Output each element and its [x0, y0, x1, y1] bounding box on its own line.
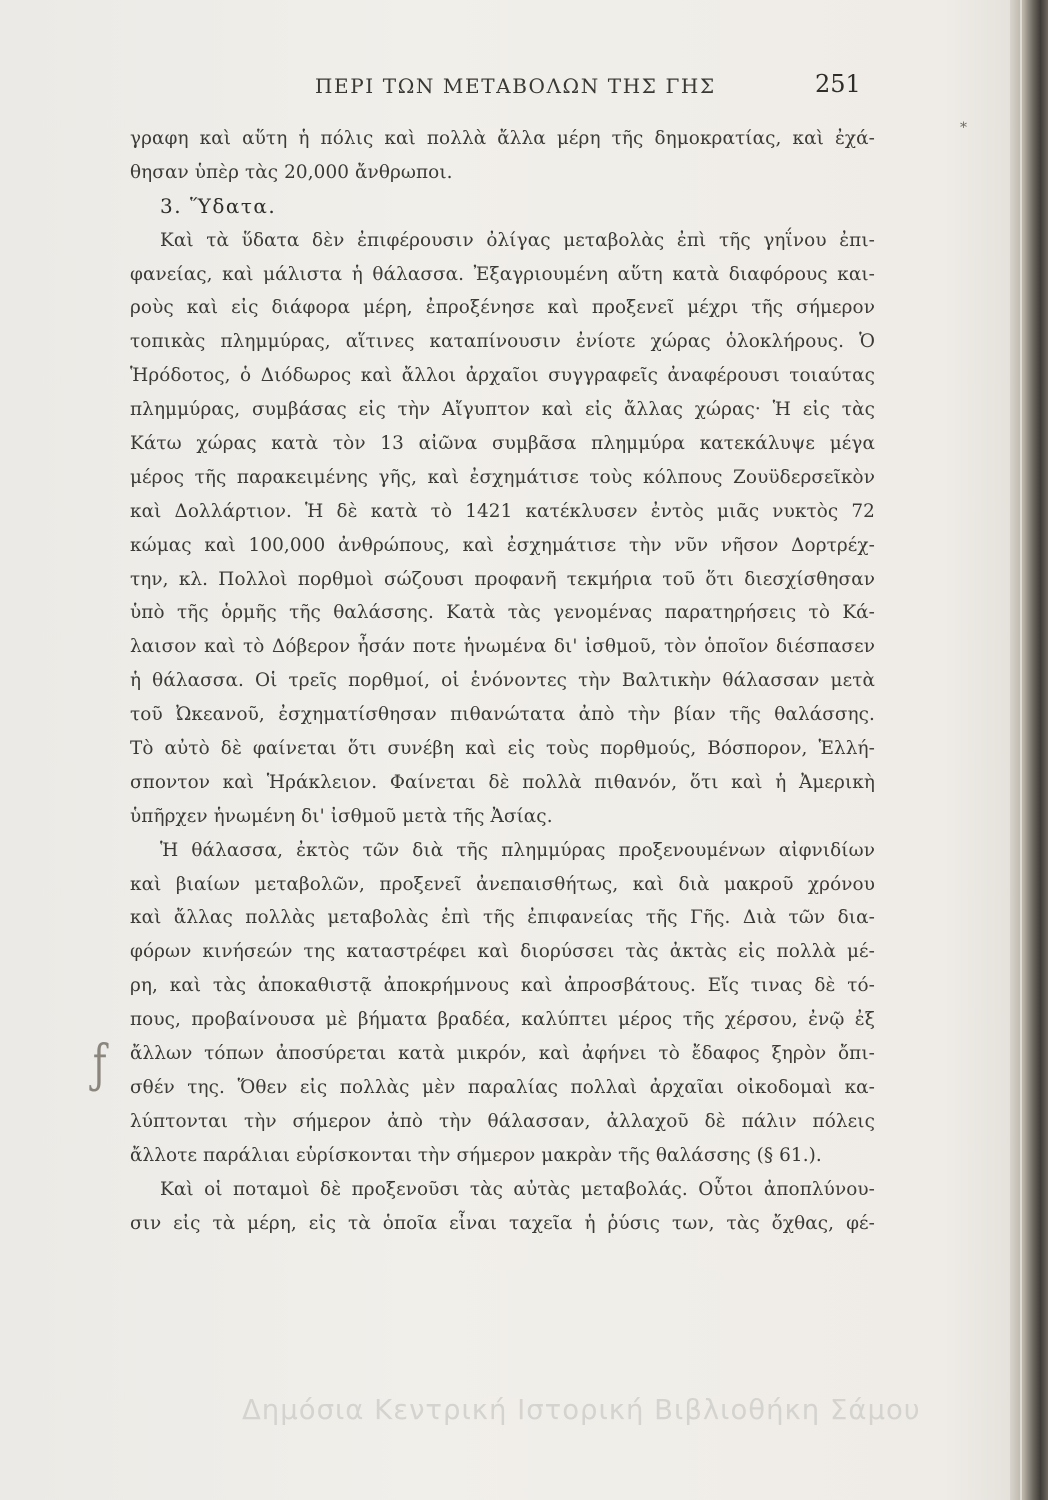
book-binding-edge: [1010, 0, 1048, 1500]
text-line: θησαν ὑπὲρ τὰς 20,000 ἄνθρωποι.: [130, 161, 453, 183]
text-line: κώμας καὶ 100,000 ἀνθρώπους, καὶ ἐσχημάτισε τὴν νῦν νῆσον Δορτρέχ-: [130, 534, 875, 556]
text-line: Τὸ αὐτὸ δὲ φαίνεται ὅτι συνέβη καὶ εἰς τοὺς πορθμούς, Βόσπορον, Ἑλλή-: [130, 738, 875, 760]
text-line: ροὺς καὶ εἰς διάφορα μέρη, ἐπροξένησε καὶ προξενεῖ μέχρι τῆς σήμερον: [130, 297, 875, 319]
text-line: ἡ θάλασσα. Οἱ τρεῖς πορθμοί, οἱ ἑνόνοντες τὴν Βαλτικὴν θάλασσαν μετὰ: [130, 670, 875, 692]
text-line: πλημμύρας, συμβάσας εἰς τὴν Αἴγυπτον καὶ εἰς ἄλλας χώρας· Ἡ εἰς τὰς: [130, 399, 875, 421]
text-line: τοπικὰς πλημμύρας, αἵτινες καταπίνουσιν ἐνίοτε χώρας ὁλοκλήρους. Ὁ: [130, 331, 875, 353]
text-line: ἄλλοτε παράλιαι εὑρίσκονται τὴν σήμερον μακρὰν τῆς θαλάσσης (§ 61.).: [130, 1144, 822, 1166]
text-line: Καὶ οἱ ποταμοὶ δὲ προξενοῦσι τὰς αὐτὰς μεταβολάς. Οὗτοι ἀποπλύνου-: [160, 1178, 875, 1200]
text-line: καὶ βιαίων μεταβολῶν, προξενεῖ ἀνεπαισθήτως, καὶ διὰ μακροῦ χρόνου: [130, 873, 875, 895]
text-line: Καὶ τὰ ὕδατα δὲν ἐπιφέρουσιν ὀλίγας μεταβολὰς ἐπὶ τῆς γηΐνου ἐπι-: [160, 229, 875, 251]
library-watermark: Δημόσια Κεντρική Ιστορική Βιβλιοθήκη Σάμου: [242, 1394, 921, 1426]
text-line: σποντον καὶ Ἡράκλειον. Φαίνεται δὲ πολλὰ πιθανόν, ὅτι καὶ ἡ Ἀμερικὴ: [130, 771, 875, 793]
text-line: την, κλ. Πολλοὶ πορθμοὶ σώζουσι προφανῆ τεκμήρια τοῦ ὅτι διεσχίσθησαν: [130, 568, 875, 590]
text-line: λαισον καὶ τὸ Δόβερον ἦσάν ποτε ἡνωμένα δι' ἰσθμοῦ, τὸν ὁποῖον διέσπασεν: [130, 636, 875, 658]
text-line: σιν εἰς τὰ μέρη, εἰς τὰ ὁποῖα εἶναι ταχεῖα ἡ ῥύσις των, τὰς ὄχθας, φέ-: [130, 1212, 875, 1234]
running-title: ΠΕΡΙ ΤΩΝ ΜΕΤΑΒΟΛΩΝ ΤΗΣ ΓΗΣ: [315, 74, 716, 98]
text-line: Ἡ θάλασσα, ἐκτὸς τῶν διὰ τῆς πλημμύρας προξενουμένων αἰφνιδίων: [160, 839, 875, 861]
section-heading: 3. Ὕδατα.: [160, 193, 277, 218]
text-line: ὑπῆρχεν ἡνωμένη δι' ἰσθμοῦ μετὰ τῆς Ἀσίας.: [130, 805, 553, 827]
running-head: [0, 70, 1048, 110]
text-line: ἄλλων τόπων ἀποσύρεται κατὰ μικρόν, καὶ ἀφήνει τὸ ἔδαφος ξηρὸν ὄπι-: [130, 1043, 875, 1065]
text-line: σθέν της. Ὅθεν εἰς πολλὰς μὲν παραλίας πολλαὶ ἀρχαῖαι οἰκοδομαὶ κα-: [130, 1076, 875, 1098]
text-line: γραφη καὶ αὕτη ἡ πόλις καὶ πολλὰ ἄλλα μέρη τῆς δημοκρατίας, καὶ ἐχά-: [130, 128, 875, 149]
text-line: τοῦ Ὠκεανοῦ, ἐσχηματίσθησαν πιθανώτατα ἀπὸ τὴν βίαν τῆς θαλάσσης.: [130, 704, 875, 726]
text-line: καὶ ἄλλας πολλὰς μεταβολὰς ἐπὶ τῆς ἐπιφανείας τῆς Γῆς. Διὰ τῶν δια-: [130, 907, 875, 929]
text-line: μέρος τῆς παρακειμένης γῆς, καὶ ἐσχημάτισε τοὺς κόλπους Ζουϋδερσεῖκὸν: [130, 466, 875, 488]
text-line: Ἡρόδοτος, ὁ Διόδωρος καὶ ἄλλοι ἀρχαῖοι συγγραφεῖς ἀναφέρουσι τοιαύτας: [130, 365, 875, 387]
body-text: [130, 122, 875, 1240]
text-line: λύπτονται τὴν σήμερον ἀπὸ τὴν θάλασσαν, ἀλλαχοῦ δὲ πάλιν πόλεις: [130, 1110, 875, 1132]
margin-mark-left: ƒ: [92, 1035, 107, 1095]
margin-mark-right: *: [960, 120, 967, 136]
text-line: φόρων κινήσεών της καταστρέφει καὶ διορύσσει τὰς ἀκτὰς εἰς πολλὰ μέ-: [130, 941, 875, 963]
page-number: 251: [815, 70, 861, 98]
text-line: Κάτω χώρας κατὰ τὸν 13 αἰῶνα συμβᾶσα πλημμύρα κατεκάλυψε μέγα: [130, 433, 875, 455]
text-line: ὑπὸ τῆς ὁρμῆς τῆς θαλάσσης. Κατὰ τὰς γενομένας παρατηρήσεις τὸ Κά-: [130, 602, 875, 624]
text-line: φανείας, καὶ μάλιστα ἡ θάλασσα. Ἐξαγριουμένη αὕτη κατὰ διαφόρους και-: [130, 263, 875, 285]
text-line: καὶ Δολλάρτιον. Ἡ δὲ κατὰ τὸ 1421 κατέκλυσεν ἐντὸς μιᾶς νυκτὸς 72: [130, 500, 875, 522]
text-line: πους, προβαίνουσα μὲ βήματα βραδέα, καλύπτει μέρος τῆς χέρσου, ἐνῷ ἐξ: [130, 1009, 875, 1031]
text-line: ρη, καὶ τὰς ἀποκαθιστᾷ ἀποκρήμνους καὶ ἀπροσβάτους. Εἴς τινας δὲ τό-: [130, 975, 875, 997]
